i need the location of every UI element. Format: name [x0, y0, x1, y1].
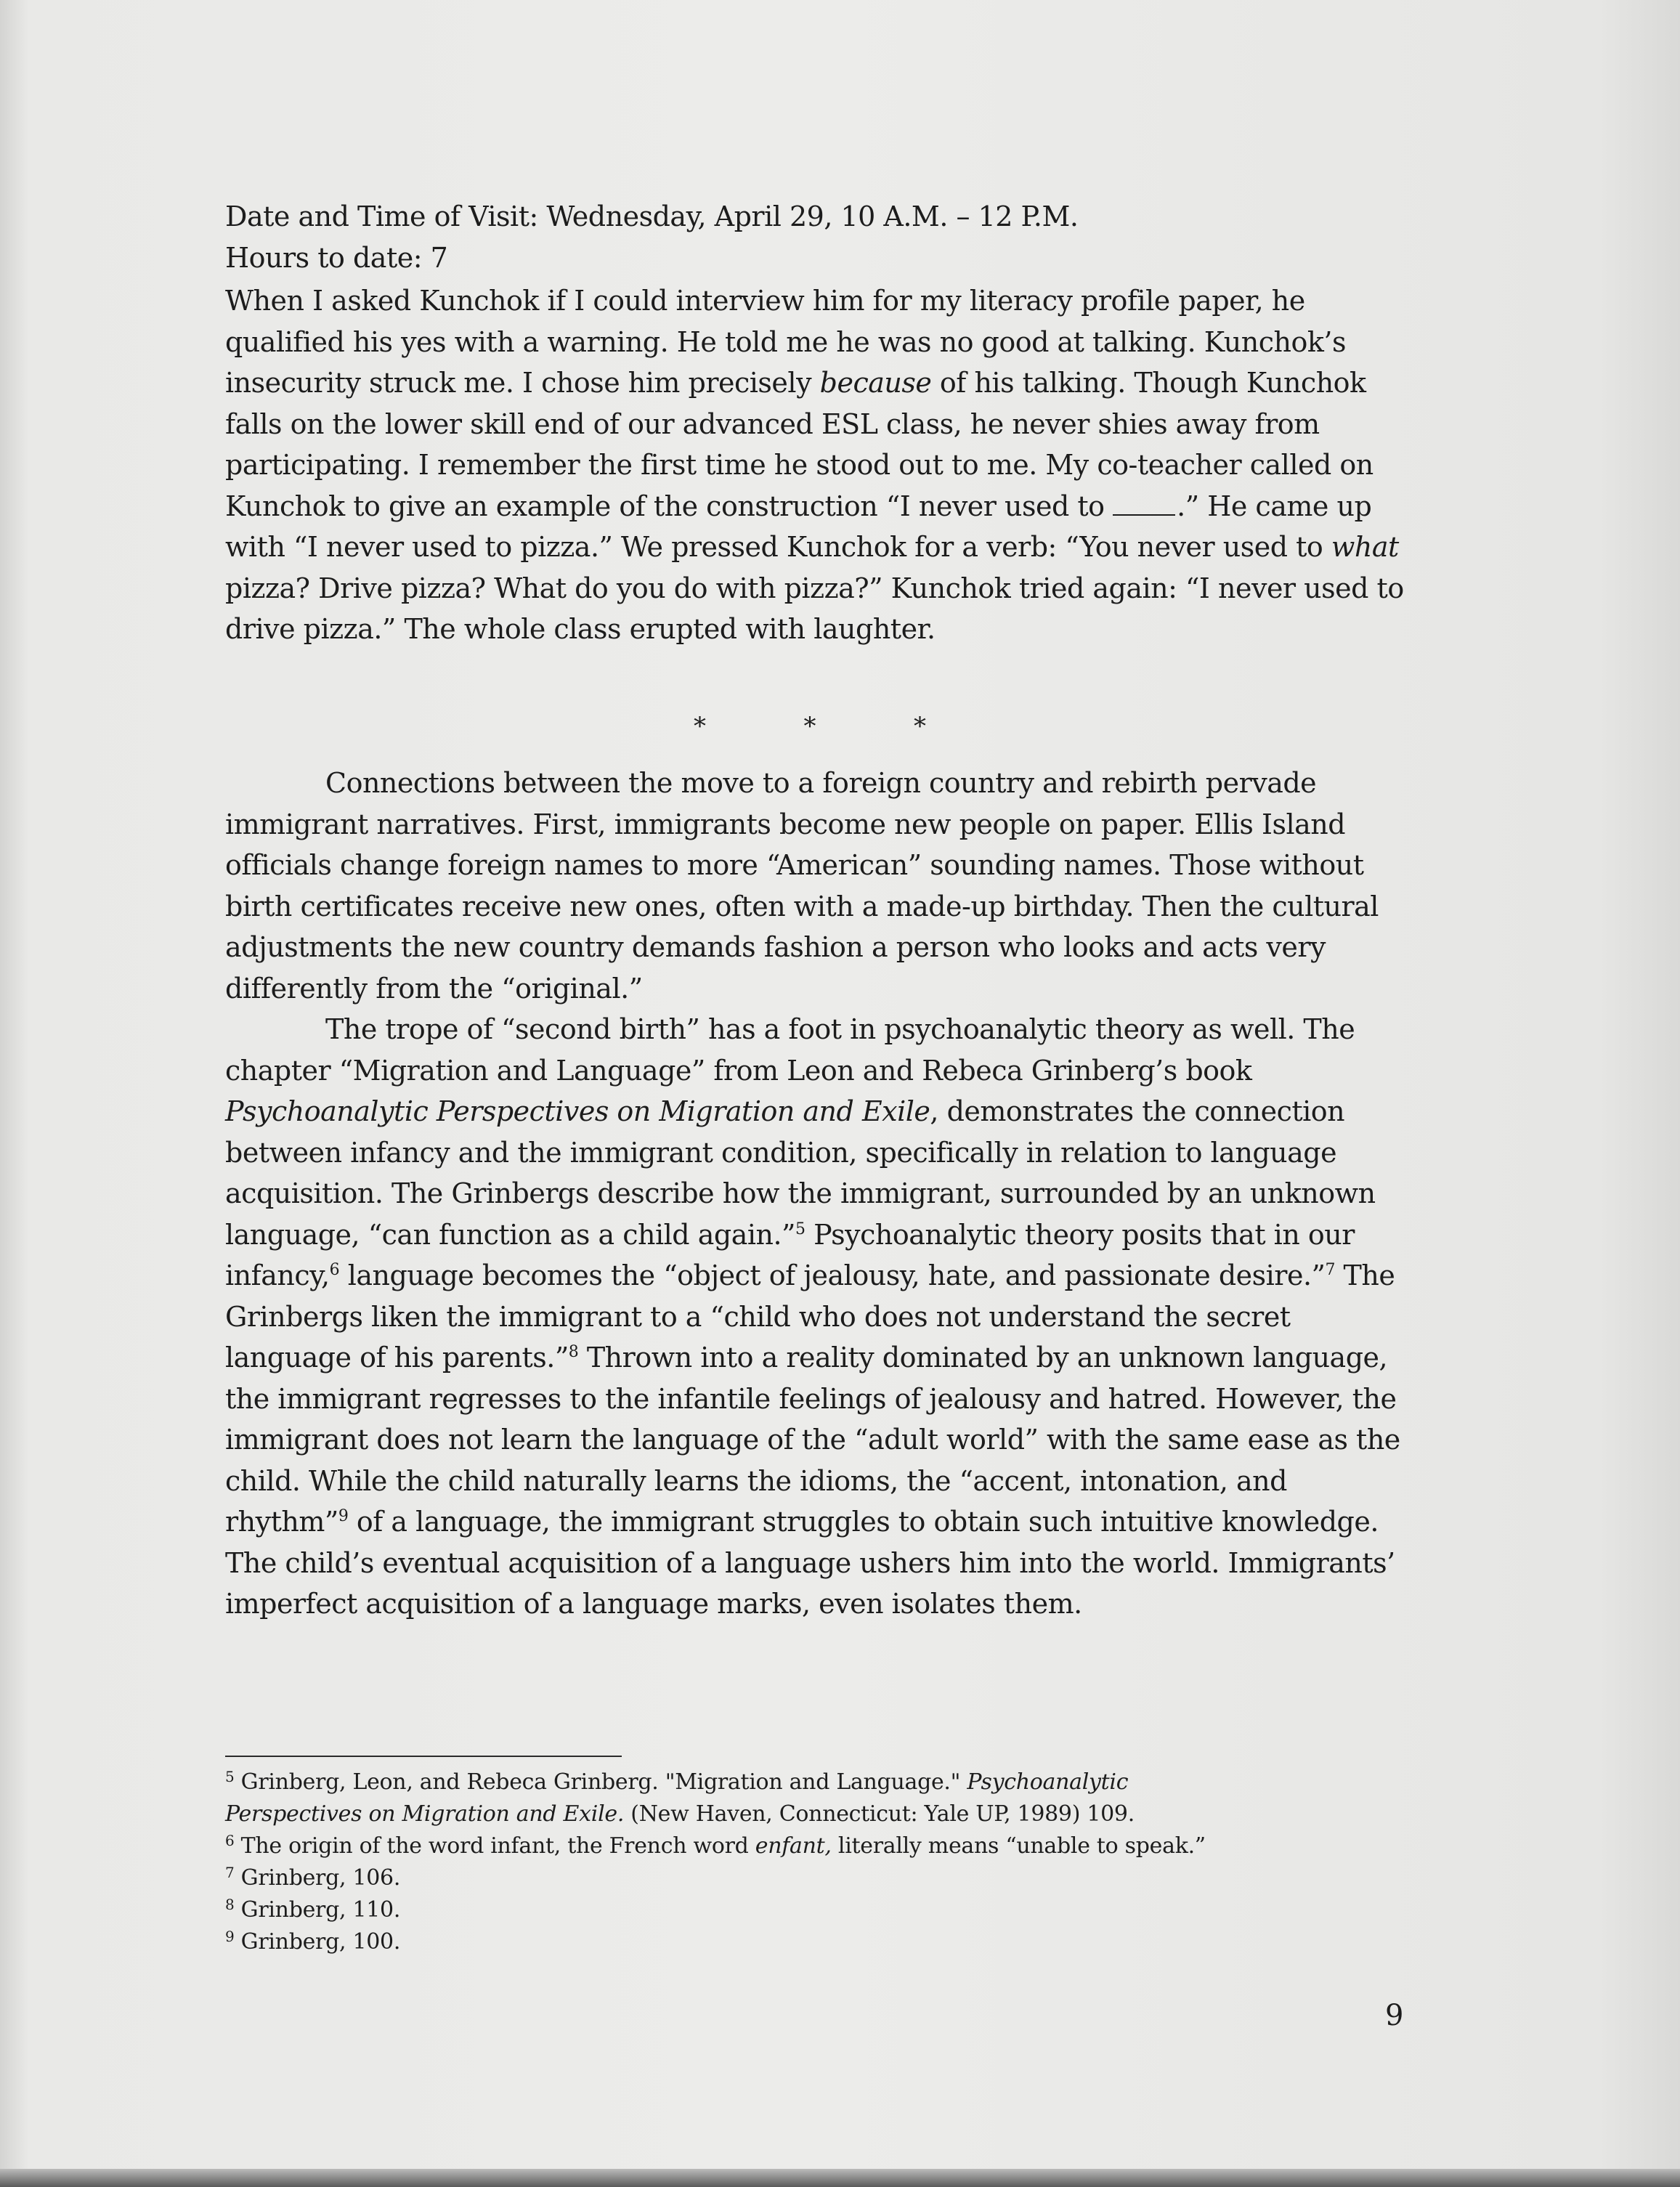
- separator-asterisk: *: [694, 712, 706, 741]
- observation-emphasis-because: because: [819, 367, 932, 399]
- essay-body: [225, 763, 1416, 1625]
- footnote-divider: [225, 1756, 622, 1757]
- footnote-ref-8: 8: [568, 1343, 579, 1361]
- footnote-number: 7: [225, 1864, 235, 1881]
- observation-text-2: of his talking. Though Kunchok falls on the lower skill end of our advanced ESL class, he never shies away from participating. I remember the first time he stood out to me. My co-teacher called on Kunchok to give an example of the construction “I never used to: [225, 367, 1373, 522]
- visit-date-time: Date and Time of Visit: Wednesday, April 29, 10 A.M. – 12 P.M.: [225, 200, 1079, 232]
- footnote-text: Grinberg, 110.: [234, 1897, 401, 1923]
- footnote-number: 5: [225, 1768, 235, 1785]
- book-title: Psychoanalytic Perspectives on Migration and Exile: [225, 1095, 930, 1127]
- footnote-6: [225, 1830, 1416, 1862]
- section-separator: [694, 712, 926, 741]
- footnote-5-continued: [225, 1798, 1416, 1830]
- observation-paragraph: [225, 280, 1416, 650]
- paragraph-second-birth: [225, 1009, 1416, 1625]
- footnote-9: [225, 1926, 1416, 1958]
- footnote-title: Perspectives on Migration and Exile.: [225, 1801, 625, 1827]
- p2-text-f: Thrown into a reality dominated by an unknown language, the immigrant regresses to the infantile feelings of jealousy and hatred. However, the immigrant does not learn the language of the “adult world” with the same ease as the child. While the child naturally learns the idioms, the “accent, intonation, and rhythm”: [225, 1342, 1400, 1538]
- footnote-title: Psychoanalytic: [967, 1769, 1129, 1795]
- p2-text-a: The trope of “second birth” has a foot in psychoanalytic theory as well. The chapter “Migration and Language” from Leon and Rebeca Grinberg’s book: [225, 1013, 1355, 1087]
- separator-asterisk: *: [914, 712, 926, 741]
- footnote-ref-5: 5: [795, 1220, 805, 1238]
- visit-header: [225, 196, 1416, 279]
- footnote-text: Grinberg, 106.: [234, 1865, 401, 1891]
- footnote-text: Grinberg, 100.: [234, 1929, 401, 1955]
- observation-emphasis-what: what: [1331, 531, 1399, 563]
- scan-bottom-edge: [0, 2169, 1680, 2187]
- footnote-ref-9: 9: [338, 1507, 349, 1525]
- p2-text-b: , demonstrates the connection between infancy and the immigrant condition, specifically in relation to language acquisition. The Grinbergs describe how the immigrant, surrounded by an unknown language, “can function as a child again.”: [225, 1095, 1376, 1251]
- fill-in-blank: [1113, 492, 1175, 516]
- footnote-ref-7: 7: [1325, 1261, 1335, 1279]
- footnote-number: 8: [225, 1896, 235, 1913]
- paragraph-rebirth: Connections between the move to a foreign country and rebirth pervade immigrant narratives. First, immigrants become new people on paper. Ellis Island officials change foreign names to more “American” sounding names. Those without birth certificates receive new ones, often with a made-up birthday. Then the cultural adjustments the new country demands fashion a person who looks and acts very differently from the “original.”: [225, 767, 1379, 1005]
- footnote-text: The origin of the word infant, the French word: [234, 1833, 755, 1859]
- page-number: 9: [1385, 1999, 1404, 2032]
- footnote-5: [225, 1766, 1416, 1798]
- footnote-text: Grinberg, Leon, and Rebeca Grinberg. "Migration and Language.": [234, 1769, 967, 1795]
- p2-text-e: The Grinbergs liken the immigrant to a “child who does not understand the secret language of his parents.”: [225, 1259, 1395, 1374]
- observation-text-3: .” He came up with “I never used to pizza.” We pressed Kunchok for a verb: “You never used to: [225, 490, 1372, 563]
- footnote-ref-6: 6: [329, 1261, 340, 1279]
- p2-text-c: Psychoanalytic theory posits that in our infancy,: [225, 1218, 1355, 1291]
- observation-text-1: When I asked Kunchok if I could interview him for my literacy profile paper, he qualified his yes with a warning. He told me he was no good at talking. Kunchok’s insecurity struck me. I chose him precisely: [225, 285, 1346, 399]
- footnotes: [225, 1766, 1416, 1958]
- footnote-text: literally means “unable to speak.”: [831, 1833, 1206, 1859]
- observation-text-4: pizza? Drive pizza? What do you do with pizza?” Kunchok tried again: “I never used to drive pizza.” The whole class erupted with laughter.: [225, 572, 1404, 645]
- footnote-emphasis: enfant,: [755, 1833, 832, 1859]
- footnote-8: [225, 1894, 1416, 1926]
- footnote-number: 6: [225, 1832, 235, 1849]
- p2-text-g: of a language, the immigrant struggles to obtain such intuitive knowledge. The child’s eventual acquisition of a language ushers him into the world. Immigrants’ imperfect acquisition of a language marks, even isolates them.: [225, 1506, 1395, 1620]
- separator-asterisk: *: [803, 712, 816, 741]
- hours-to-date: Hours to date: 7: [225, 242, 448, 274]
- footnote-number: 9: [225, 1928, 235, 1945]
- footnote-text: (New Haven, Connecticut: Yale UP, 1989) 109.: [624, 1801, 1135, 1827]
- footnote-7: [225, 1862, 1416, 1894]
- p2-text-d: language becomes the “object of jealousy, hate, and passionate desire.”: [339, 1259, 1326, 1291]
